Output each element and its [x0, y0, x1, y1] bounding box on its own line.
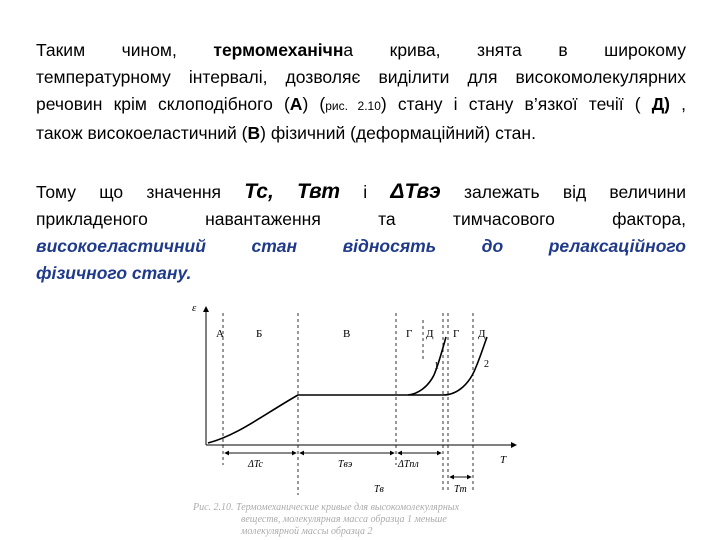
region-d2: Д — [478, 328, 486, 340]
region-b: Б — [256, 328, 263, 340]
region-v: В — [343, 328, 351, 340]
label-tv: Tв — [374, 484, 384, 495]
thermomechanical-curve-figure — [178, 295, 518, 500]
paragraph-thermomechanical — [36, 37, 686, 147]
para1-line3: речовин крім склоподібного (А) (рис. 2.10) стану і стану в’язкої течії ( Д) , — [36, 94, 686, 114]
region-d1: Д — [426, 328, 434, 340]
interval-dtpl: ΔTпл — [398, 459, 419, 470]
para2-line1: Тому що значення Тс, Твт і ΔТвэ залежать від величини — [36, 180, 686, 203]
paragraph-relaxation — [36, 178, 686, 287]
x-axis-label: T — [500, 454, 507, 466]
interval-dtc: ΔTc — [248, 459, 263, 470]
region-g1: Г — [406, 328, 413, 340]
region-a: А — [216, 328, 224, 340]
tc-symbol: Тс, — [244, 180, 274, 203]
para1-line2: температурному інтервалі, дозволяє виділити для високомолекулярних — [36, 67, 686, 87]
curve-2 — [408, 337, 487, 395]
figure-reference: рис. 2.10 — [325, 99, 381, 113]
figure-caption: Рис. 2.10. Термомеханические кривые для высокомолекулярных веществ, молекулярная масса образца 1 меньше молекулярной массы образца 2 — [193, 502, 460, 537]
para1-line4: також високоеластичний (В) фізичний (деформаційний) стан. — [36, 123, 536, 143]
para2-line4: фізичного стану. — [36, 263, 192, 283]
y-axis-label: ε — [192, 302, 197, 314]
interval-tm: Tm — [454, 484, 467, 495]
curve-label-1: 1 — [434, 361, 439, 372]
interval-tve: Tвэ — [338, 459, 353, 470]
para2-line2: прикладеного навантаження та тимчасового фактора, — [36, 209, 686, 229]
region-g2: Г — [453, 328, 460, 340]
tvt-symbol: Твт — [296, 180, 341, 203]
curve-label-2: 2 — [484, 359, 489, 370]
dtve-symbol: ΔТвэ — [390, 180, 441, 203]
para1-line1: Таким чином, термомеханічна крива, знята в широкому — [36, 40, 686, 60]
curve-1 — [208, 337, 446, 443]
para2-line3: високоеластичний стан відносять до релаксаційного — [36, 236, 686, 256]
